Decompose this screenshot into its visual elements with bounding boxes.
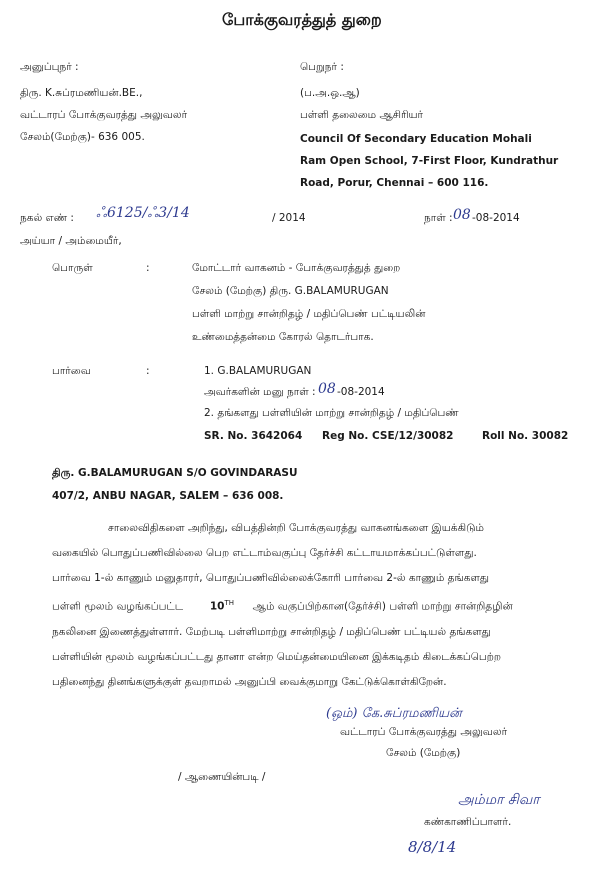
refs-roll-number: Roll No. 30082	[482, 430, 569, 442]
signature-designation: வட்டாரப் போக்குவரத்து அலுவலர்	[340, 726, 508, 738]
recipient-line2: Ram Open School, 7-First Floor, Kundrathur	[300, 155, 559, 167]
body-line-with-grade	[52, 591, 572, 620]
recipient-designation: பள்ளி தலைமை ஆசிரியர்	[300, 109, 423, 121]
refs-colon: :	[146, 365, 150, 377]
refs-sr-number: SR. No. 3642064	[204, 430, 303, 442]
body-line: பதினைந்து தினங்களுக்குள் தவறாமல் அனுப்பி வைக்குமாறு கேட்டுக்கொள்கிறேன்.	[52, 675, 447, 688]
supervisor-date-handwritten: 8/8/14	[408, 838, 457, 856]
sender-name: திரு. K.சுப்ரமணியன்.BE.,	[20, 87, 143, 99]
date-handwritten: 08	[453, 207, 471, 223]
addressee-line2: 407/2, ANBU NAGAR, SALEM – 636 008.	[52, 490, 284, 502]
refs-petition-label: அவர்களின் மனு நாள் :	[204, 386, 316, 398]
subject-label: பொருள்	[52, 262, 93, 274]
sender-office: சேலம்(மேற்கு)- 636 005.	[20, 131, 145, 143]
refs-petition-date-handwritten: 08	[318, 381, 336, 397]
body-line: பார்வை 1-ல் காணும் மனுதாரர், பொதுப்பணிவில்லைக்கோரி பார்வை 2-ல் காணும் தங்களது	[52, 572, 489, 584]
reference-year: / 2014	[272, 212, 306, 224]
subject-colon: :	[146, 262, 150, 274]
subject-line: மோட்டார் வாகனம் - போக்குவரத்துத் துறை	[192, 262, 401, 274]
recipient-label: பெறுநர் :	[300, 61, 344, 73]
sender-label: அனுப்புநர் :	[20, 61, 79, 73]
body-line: பள்ளியின் மூலம் வழங்கப்பட்டது தானா என்ற மெய்தன்மையினை இக்கடிதம் கிடைக்கப்பெற்ற	[52, 650, 502, 663]
reference-number-handwritten: ஃ6125/ஃ3/14	[96, 205, 190, 221]
supervisor-title: கண்காணிப்பாளர்.	[424, 816, 512, 828]
salutation: அய்யா / அம்மையீர்,	[20, 235, 122, 247]
body-paragraph	[52, 516, 572, 695]
body-line: நகலினை இணைத்துள்ளார். மேற்படி பள்ளிமாற்று சான்றிதழ் / மதிப்பெண் பட்டியல் தங்களது	[52, 625, 491, 638]
subject-line: சேலம் (மேற்கு) திரு. G.BALAMURUGAN	[192, 285, 389, 297]
body-line4-pre: பள்ளி மூலம் வழங்கப்பட்ட	[52, 600, 184, 613]
refs-item1: 1. G.BALAMURUGAN	[204, 365, 312, 377]
supervisor-signature-handwritten: அம்மா சிவா	[458, 792, 540, 808]
body-line: வகையில் பொதுப்பணிவில்லை பெற எட்டாம்வகுப்பு தேர்ச்சி கட்டாயமாக்கப்பட்டுள்ளது.	[52, 547, 477, 559]
signature-handwritten: (ஒம்) கே.சுப்ரமணியன்	[326, 706, 462, 721]
sender-designation: வட்டாரப் போக்குவரத்து அலுவலர்	[20, 109, 188, 121]
date-label: நாள் :	[424, 212, 453, 224]
refs-label: பார்வை	[52, 365, 91, 377]
addressee-line1: திரு. G.BALAMURUGAN S/O GOVINDARASU	[52, 467, 298, 479]
date-rest: -08-2014	[472, 212, 520, 224]
reference-label: நகல் எண் :	[20, 212, 74, 224]
order-line: / ஆணையின்படி /	[178, 771, 266, 783]
subject-line: பள்ளி மாற்று சான்றிதழ் / மதிப்பெண் பட்டியலின்	[192, 308, 426, 320]
grade-suffix: TH	[224, 599, 234, 607]
recipient-line3: Road, Porur, Chennai – 600 116.	[300, 177, 489, 189]
refs-petition-date-rest: -08-2014	[337, 386, 385, 398]
recipient-line1: Council Of Secondary Education Mohali	[300, 133, 532, 145]
body-line: சாலைவிதிகளை அறிந்து, விபத்தின்றி போக்குவரத்து வாகனங்களை இயக்கிடும்	[108, 522, 484, 534]
page-title: போக்குவரத்துத் துறை	[222, 10, 382, 29]
refs-reg-number: Reg No. CSE/12/30082	[322, 430, 454, 442]
grade-number: 10	[209, 600, 225, 613]
subject-line: உண்மைத்தன்மை கோரல் தொடர்பாக.	[192, 331, 374, 343]
recipient-code: (ப.அ.ஒ.ஆ)	[300, 87, 360, 99]
refs-item2: 2. தங்களது பள்ளியின் மாற்று சான்றிதழ் / மதிப்பெண்	[204, 407, 459, 419]
signature-office: சேலம் (மேற்கு)	[386, 747, 461, 759]
body-line4-post: ஆம் வகுப்பிற்கான(தேர்ச்சி) பள்ளி மாற்று சான்றிதழின்	[252, 600, 513, 613]
